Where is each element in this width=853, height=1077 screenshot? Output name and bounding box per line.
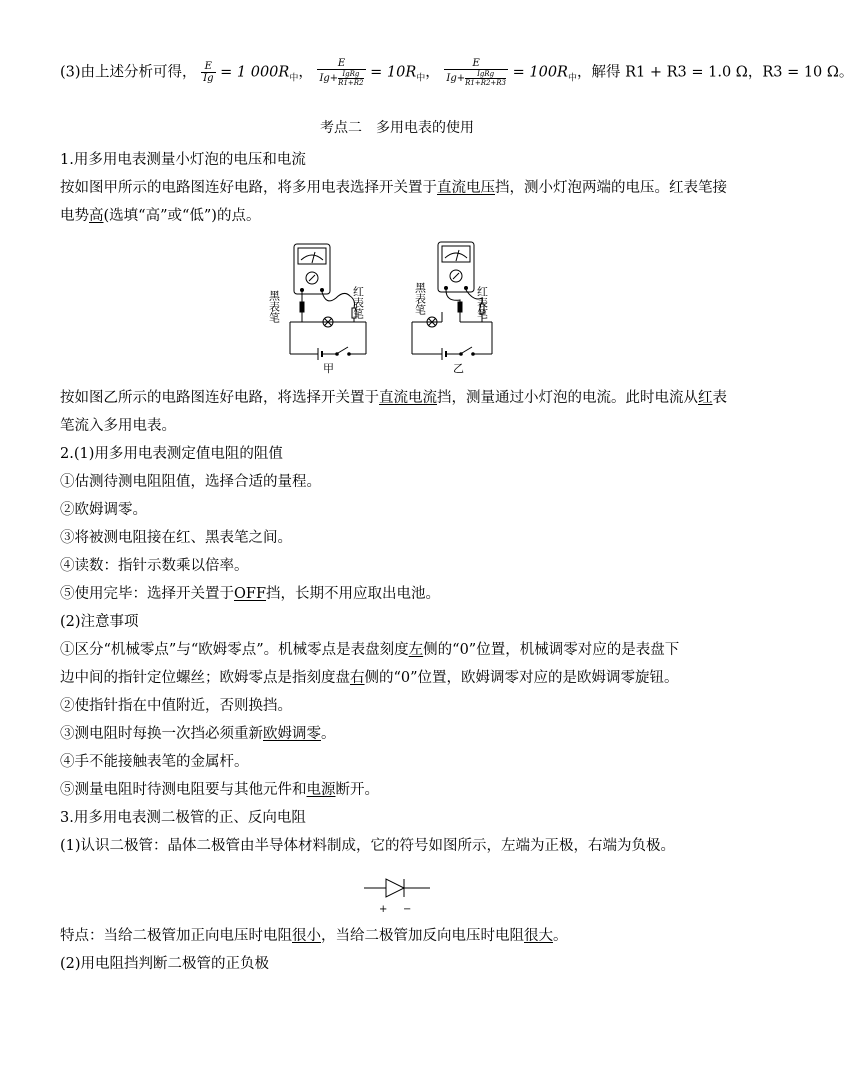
s2-note-1b: 边中间的指针定位螺丝；欧姆零点是指刻度盘右侧的“0”位置，欧姆调零对应的是欧姆调零旋钮。 — [60, 670, 679, 686]
s2-heading: 2.(1)用多用电表测定值电阻的阻值 — [60, 446, 283, 462]
right-black-probe-label: 黑表笔 — [413, 282, 427, 315]
formula-prefix: (3)由上述分析可得， — [60, 64, 197, 81]
s2-notes-heading: (2)注意事项 — [60, 614, 139, 630]
s2-note-1a: ①区分“机械零点”与“欧姆零点”。机械零点是表盘刻度左侧的“0”位置，机械调零对应的是表盘下 — [60, 642, 680, 658]
fraction-2: E Ig+ IgRg R1+R2 — [319, 58, 364, 87]
s1-para-2a: 按如图乙所示的电路图连好电路，将选择开关置于直流电流挡，测量通过小灯泡的电流。此时电流从红表 — [60, 390, 727, 406]
s2-note-5: ⑤测量电阻时待测电阻要与其他元件和电源断开。 — [60, 782, 379, 798]
diode-symbol — [360, 874, 434, 914]
left-black-probe-label: 黑表笔 — [267, 290, 281, 323]
diode-minus-label: − — [403, 904, 412, 915]
s1-para-1b: 电势高(选填“高”或“低”)的点。 — [60, 208, 261, 224]
diode-plus-label: + — [379, 904, 388, 915]
s2-note-2: ②使指针指在中值附近，否则换挡。 — [60, 698, 292, 714]
s1-para-1a: 按如图甲所示的电路图连好电路，将多用电表选择开关置于直流电压挡，测小灯泡两端的电压。红表笔接 — [60, 180, 727, 196]
s2-step-2: ②欧姆调零。 — [60, 502, 147, 518]
s2-note-3: ③测电阻时每换一次挡必须重新欧姆调零。 — [60, 726, 336, 742]
s2-step-4: ④读数：指针示数乘以倍率。 — [60, 558, 249, 574]
s2-step-5: ⑤使用完毕：选择开关置于OFF挡，长期不用应取出电池。 — [60, 586, 441, 602]
s3-heading: 3.用多用电表测二极管的正、反向电阻 — [60, 810, 306, 826]
left-red-probe-label: 红表笔 — [351, 286, 365, 319]
fraction-3: E Ig+ IgRg R1+R2+R3 — [446, 58, 507, 87]
s3-para-1: (1)认识二极管：晶体二极管由半导体材料制成，它的符号如图所示，左端为正极，右端为负极。 — [60, 838, 676, 854]
circuit-figures — [267, 236, 510, 376]
fraction-1: $\frac{E}{Ig}$ — [203, 61, 214, 84]
s3-para-2: 特点：当给二极管加正向电压时电阻很小，当给二极管加反向电压时电阻很大。 — [60, 928, 568, 944]
s1-para-2b: 笔流入多用电表。 — [60, 418, 176, 434]
s1-heading: 1.用多用电表测量小灯泡的电压和电流 — [60, 152, 306, 168]
s3-para-3: (2)用电阻挡判断二极管的正负极 — [60, 956, 270, 972]
eq-2: = 10R — [370, 64, 417, 81]
eq-1: = 1 000R — [220, 64, 290, 81]
s2-step-1: ①估测待测电阻阻值，选择合适的量程。 — [60, 474, 321, 490]
formula-line: (3)由上述分析可得， $\frac{E}{Ig}$ = 1 $000R_中$， E Ig+ IgRg R1+R2 = $10R_中$， E Ig+ IgRg R1+R2+R3 = $100R_中$，解得 R1 + R3 = 1.0 Ω，R3 = 10 Ω。 — [60, 58, 853, 87]
s2-note-4: ④手不能接触表笔的金属杆。 — [60, 754, 249, 770]
eq-3: = 100R — [512, 64, 568, 81]
section-title: 考点二 多用电表的使用 — [320, 120, 474, 136]
s2-step-3: ③将被测电阻接在红、黑表笔之间。 — [60, 530, 292, 546]
left-figure-caption: 甲 — [323, 362, 334, 375]
right-figure-caption: 乙 — [453, 362, 464, 375]
right-red-probe-label: 红表笔 — [475, 286, 489, 319]
formula-suffix: ，解得 R1 + R3 = 1.0 Ω，R3 = 10 Ω。 — [577, 64, 853, 81]
